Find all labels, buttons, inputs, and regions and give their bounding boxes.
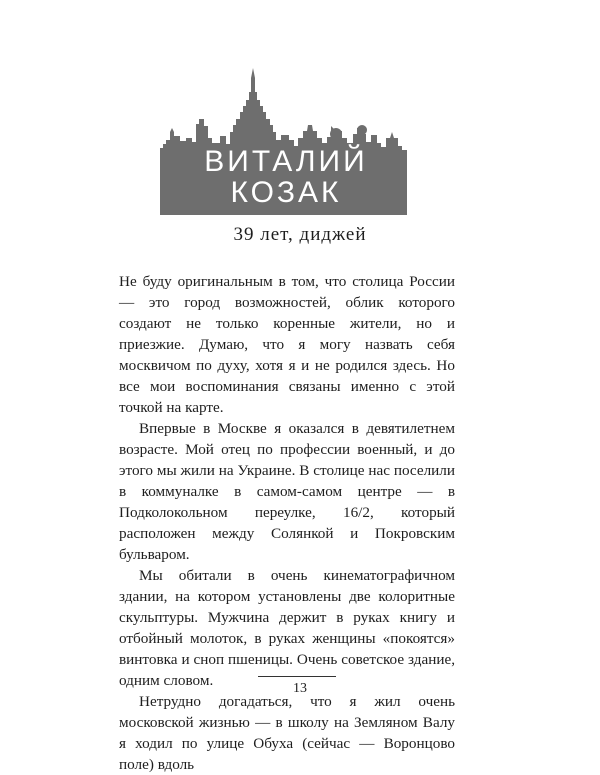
paragraph-1: Не буду оригинальным в том, что столица России — это город возможностей, облик которого создают не только коренные жители, но и приезжие. Думаю, что я могу назвать себя москвичом по духу, хотя я и не родился здесь. Но все мои воспоминания связаны именно с этой точкой на карте. [119,273,455,416]
skyline-dome [330,128,342,140]
paragraph-2: Впервые в Москве я оказался в девятилетнем возрасте. Мой отец по профессии военный, и до этого мы жили на Украине. В столице нас поселили в коммуналке в самом-самом центре — в Подколокольном переулке, 16/2, который расположен между Солянкой и Покровским бульваром. [119,420,455,563]
author-last-name: КОЗАК [230,176,342,209]
paragraph-4: Нетрудно догадаться, что я жил очень московской жизнью — в школу на Земляном Валу я ходил по улице Обуха (сейчас — Воронцово поле) вдоль [119,693,455,773]
author-first-name: ВИТАЛИЙ [204,145,368,178]
author-subtitle: 39 лет, диджей [233,224,367,245]
page-number: 13 [293,681,307,696]
skyline-dome [357,125,367,135]
paragraph-3: Мы обитали в очень кинематографичном здании, на котором установлены две колоритные скульптуры. Мужчина держит в руках книгу и отбойный молоток, в руках женщины «покоятся» винтовка и сноп пшеницы. Очень советское здание, одним словом. [119,567,455,689]
body-text [119,271,455,775]
footer-divider [258,676,336,677]
